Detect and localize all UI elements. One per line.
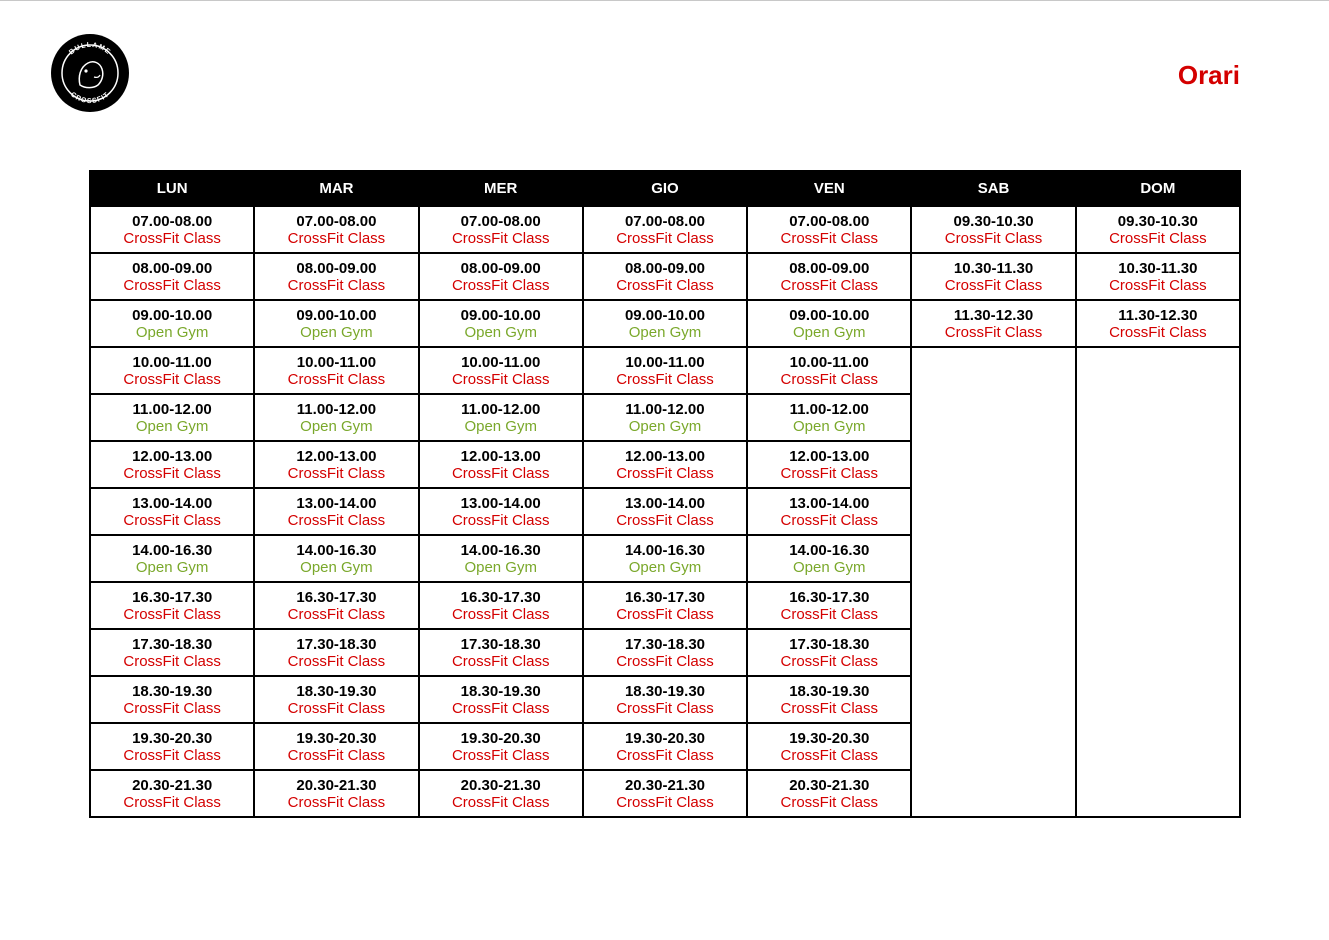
slot-time: 20.30-21.30 [296,776,377,794]
slot-time: 13.00-14.00 [460,494,541,512]
slot-cell-dom [1076,206,1240,253]
slot-cell-mar [254,206,418,253]
slot-cell-lun [90,770,254,817]
empty-cell-sab [911,347,1075,817]
bullame-logo [50,33,130,113]
slot-cell-gio [583,441,747,488]
slot-time: 12.00-13.00 [296,447,377,465]
slot-time: 08.00-09.00 [296,259,377,277]
open-gym-label: Open Gym [135,323,209,341]
slot-cell-mar [254,582,418,629]
slot-cell-gio [583,629,747,676]
crossfit-class-label: CrossFit Class [616,370,714,388]
open-gym-label: Open Gym [628,323,702,341]
slot-time: 19.30-20.30 [132,729,213,747]
slot-time: 07.00-08.00 [132,212,213,230]
slot-cell-gio [583,300,747,347]
slot-time: 18.30-19.30 [132,682,213,700]
slot-time: 20.30-21.30 [789,776,870,794]
crossfit-class-label: CrossFit Class [944,323,1043,341]
slot-time: 12.00-13.00 [789,447,870,465]
crossfit-class-label: CrossFit Class [780,746,879,764]
slot-cell-ven [747,488,911,535]
slot-cell-gio [583,394,747,441]
slot-cell-mer [419,488,583,535]
slot-cell-mar [254,770,418,817]
slot-cell-gio [583,253,747,300]
slot-time: 20.30-21.30 [132,776,213,794]
slot-time: 16.30-17.30 [296,588,377,606]
slot-cell-lun [90,441,254,488]
slot-time: 16.30-17.30 [789,588,870,606]
crossfit-class-label: CrossFit Class [780,793,879,811]
slot-time: 09.00-10.00 [460,306,541,324]
slot-time: 19.30-20.30 [624,729,706,747]
crossfit-class-label: CrossFit Class [451,276,550,294]
slot-time: 18.30-19.30 [296,682,377,700]
crossfit-class-label: CrossFit Class [123,699,221,717]
slot-time: 16.30-17.30 [624,588,706,606]
crossfit-class-label: CrossFit Class [616,652,714,670]
crossfit-class-label: CrossFit Class [451,652,550,670]
slot-time: 11.30-12.30 [953,306,1034,324]
crossfit-class-label: CrossFit Class [451,464,550,482]
slot-cell-mer [419,723,583,770]
slot-time: 14.00-16.30 [624,541,706,559]
slot-time: 17.30-18.30 [460,635,541,653]
slot-cell-mar [254,629,418,676]
slot-time: 11.30-12.30 [1118,306,1198,324]
slot-cell-mar [254,347,418,394]
open-gym-label: Open Gym [464,323,537,341]
slot-time: 14.00-16.30 [132,541,213,559]
slot-time: 08.00-09.00 [132,259,213,277]
slot-cell-sab [911,300,1075,347]
slot-time: 09.00-10.00 [132,306,213,324]
slot-cell-mar [254,300,418,347]
crossfit-class-label: CrossFit Class [287,793,386,811]
slot-time: 09.30-10.30 [1117,212,1198,230]
crossfit-class-label: CrossFit Class [944,229,1043,247]
crossfit-class-label: CrossFit Class [123,229,221,247]
crossfit-class-label: CrossFit Class [123,652,221,670]
crossfit-class-label: CrossFit Class [451,699,550,717]
slot-cell-lun [90,488,254,535]
slot-cell-gio [583,770,747,817]
crossfit-class-label: CrossFit Class [944,276,1043,294]
open-gym-label: Open Gym [793,323,866,341]
slot-cell-mer [419,253,583,300]
slot-time: 11.00-12.00 [296,400,377,418]
open-gym-label: Open Gym [628,558,702,576]
slot-cell-lun [90,394,254,441]
slot-time: 10.00-11.00 [625,353,705,371]
open-gym-label: Open Gym [300,323,373,341]
slot-cell-lun [90,253,254,300]
slot-cell-ven [747,535,911,582]
slot-cell-dom [1076,300,1240,347]
slot-cell-mar [254,488,418,535]
slot-cell-mar [254,441,418,488]
slot-time: 19.30-20.30 [296,729,377,747]
open-gym-label: Open Gym [300,558,373,576]
crossfit-class-label: CrossFit Class [287,699,386,717]
slot-time: 13.00-14.00 [789,494,870,512]
crossfit-class-label: CrossFit Class [1109,323,1207,341]
open-gym-label: Open Gym [628,417,702,435]
slot-time: 17.30-18.30 [624,635,706,653]
slot-cell-ven [747,253,911,300]
slot-cell-ven [747,441,911,488]
slot-cell-sab [911,206,1075,253]
slot-time: 17.30-18.30 [296,635,377,653]
table-row [90,300,1240,347]
crossfit-class-label: CrossFit Class [616,511,714,529]
day-header-row [90,171,1240,206]
slot-time: 20.30-21.30 [460,776,541,794]
slot-cell-mar [254,535,418,582]
slot-cell-ven [747,394,911,441]
slot-time: 18.30-19.30 [789,682,870,700]
page-title: Orari [1177,60,1240,90]
slot-cell-mar [254,394,418,441]
slot-cell-mer [419,394,583,441]
crossfit-class-label: CrossFit Class [287,652,386,670]
crossfit-class-label: CrossFit Class [616,605,714,623]
slot-time: 10.30-11.30 [1118,259,1198,277]
open-gym-label: Open Gym [300,417,373,435]
slot-time: 10.00-11.00 [461,353,541,371]
slot-cell-lun [90,723,254,770]
crossfit-class-label: CrossFit Class [1109,276,1207,294]
slot-cell-mer [419,347,583,394]
slot-cell-gio [583,347,747,394]
slot-time: 09.00-10.00 [296,306,377,324]
crossfit-class-label: CrossFit Class [123,464,221,482]
table-row [90,206,1240,253]
open-gym-label: Open Gym [793,558,866,576]
day-header-sab: SAB [911,171,1075,206]
crossfit-class-label: CrossFit Class [123,276,221,294]
crossfit-class-label: CrossFit Class [780,511,879,529]
slot-time: 10.00-11.00 [132,353,212,371]
crossfit-class-label: CrossFit Class [123,746,221,764]
crossfit-class-label: CrossFit Class [780,605,879,623]
crossfit-class-label: CrossFit Class [780,652,879,670]
table-row [90,347,1240,394]
slot-cell-gio [583,535,747,582]
slot-cell-gio [583,676,747,723]
slot-time: 14.00-16.30 [460,541,541,559]
slot-cell-ven [747,723,911,770]
table-row [90,253,1240,300]
slot-cell-ven [747,300,911,347]
crossfit-class-label: CrossFit Class [780,370,879,388]
schedule-table [89,170,1241,818]
slot-time: 08.00-09.00 [460,259,541,277]
slot-cell-lun [90,206,254,253]
slot-cell-gio [583,488,747,535]
slot-time: 10.00-11.00 [789,353,869,371]
slot-time: 07.00-08.00 [789,212,870,230]
crossfit-class-label: CrossFit Class [451,793,550,811]
slot-time: 07.00-08.00 [460,212,541,230]
slot-time: 12.00-13.00 [460,447,541,465]
crossfit-class-label: CrossFit Class [287,370,386,388]
crossfit-class-label: CrossFit Class [451,370,550,388]
day-header-gio: GIO [583,171,747,206]
slot-cell-mer [419,582,583,629]
slot-time: 14.00-16.30 [296,541,377,559]
slot-cell-gio [583,582,747,629]
slot-cell-sab [911,253,1075,300]
slot-cell-mer [419,676,583,723]
crossfit-class-label: CrossFit Class [1109,229,1207,247]
top-divider [0,0,1329,1]
crossfit-class-label: CrossFit Class [616,229,714,247]
day-header-mar: MAR [254,171,418,206]
day-header-mer: MER [419,171,583,206]
crossfit-class-label: CrossFit Class [123,793,221,811]
slot-time: 11.00-12.00 [625,400,705,418]
slot-time: 09.00-10.00 [624,306,706,324]
slot-time: 07.00-08.00 [296,212,377,230]
slot-cell-lun [90,676,254,723]
crossfit-class-label: CrossFit Class [123,511,221,529]
crossfit-class-label: CrossFit Class [616,464,714,482]
crossfit-class-label: CrossFit Class [287,746,386,764]
open-gym-label: Open Gym [464,417,537,435]
slot-cell-lun [90,300,254,347]
slot-cell-ven [747,629,911,676]
crossfit-class-label: CrossFit Class [287,464,386,482]
slot-cell-mer [419,300,583,347]
slot-time: 13.00-14.00 [132,494,213,512]
slot-cell-lun [90,629,254,676]
slot-time: 20.30-21.30 [624,776,706,794]
open-gym-label: Open Gym [464,558,537,576]
slot-cell-mer [419,535,583,582]
crossfit-class-label: CrossFit Class [616,746,714,764]
empty-cell-dom [1076,347,1240,817]
slot-time: 12.00-13.00 [624,447,706,465]
logo-top-text: BULLAME [68,41,112,57]
crossfit-class-label: CrossFit Class [123,370,221,388]
crossfit-class-label: CrossFit Class [451,229,550,247]
slot-time: 19.30-20.30 [460,729,541,747]
slot-cell-ven [747,347,911,394]
slot-cell-mer [419,206,583,253]
crossfit-class-label: CrossFit Class [616,276,714,294]
slot-time: 17.30-18.30 [789,635,870,653]
crossfit-class-label: CrossFit Class [287,605,386,623]
slot-time: 07.00-08.00 [624,212,706,230]
crossfit-class-label: CrossFit Class [451,746,550,764]
slot-cell-gio [583,723,747,770]
slot-time: 18.30-19.30 [460,682,541,700]
slot-cell-gio [583,206,747,253]
crossfit-class-label: CrossFit Class [616,793,714,811]
open-gym-label: Open Gym [135,417,209,435]
crossfit-class-label: CrossFit Class [780,464,879,482]
slot-time: 10.00-11.00 [296,353,377,371]
logo-bottom-text: CROSSFIT [69,91,111,106]
slot-time: 14.00-16.30 [789,541,870,559]
slot-time: 08.00-09.00 [624,259,706,277]
slot-cell-mer [419,441,583,488]
slot-cell-mer [419,770,583,817]
slot-cell-mer [419,629,583,676]
slot-time: 16.30-17.30 [132,588,213,606]
slot-cell-ven [747,206,911,253]
crossfit-class-label: CrossFit Class [451,511,550,529]
crossfit-class-label: CrossFit Class [287,229,386,247]
open-gym-label: Open Gym [793,417,866,435]
slot-time: 13.00-14.00 [296,494,377,512]
slot-time: 10.30-11.30 [953,259,1034,277]
slot-time: 12.00-13.00 [132,447,213,465]
slot-time: 17.30-18.30 [132,635,213,653]
slot-cell-ven [747,770,911,817]
day-header-ven: VEN [747,171,911,206]
slot-cell-ven [747,582,911,629]
slot-cell-mar [254,253,418,300]
slot-time: 08.00-09.00 [789,259,870,277]
slot-time: 19.30-20.30 [789,729,870,747]
slot-cell-lun [90,582,254,629]
day-header-lun: LUN [90,171,254,206]
slot-cell-mar [254,676,418,723]
slot-time: 09.00-10.00 [789,306,870,324]
slot-cell-lun [90,535,254,582]
crossfit-class-label: CrossFit Class [123,605,221,623]
crossfit-class-label: CrossFit Class [616,699,714,717]
slot-time: 11.00-12.00 [789,400,869,418]
crossfit-class-label: CrossFit Class [287,511,386,529]
crossfit-class-label: CrossFit Class [780,276,879,294]
slot-cell-mar [254,723,418,770]
crossfit-class-label: CrossFit Class [451,605,550,623]
slot-cell-ven [747,676,911,723]
crossfit-class-label: CrossFit Class [287,276,386,294]
slot-time: 13.00-14.00 [624,494,706,512]
slot-time: 11.00-12.00 [461,400,541,418]
slot-cell-dom [1076,253,1240,300]
slot-time: 11.00-12.00 [132,400,212,418]
slot-time: 09.30-10.30 [953,212,1034,230]
day-header-dom: DOM [1076,171,1240,206]
crossfit-class-label: CrossFit Class [780,699,879,717]
slot-time: 16.30-17.30 [460,588,541,606]
slot-cell-lun [90,347,254,394]
slot-time: 18.30-19.30 [624,682,706,700]
crossfit-class-label: CrossFit Class [780,229,879,247]
open-gym-label: Open Gym [135,558,209,576]
